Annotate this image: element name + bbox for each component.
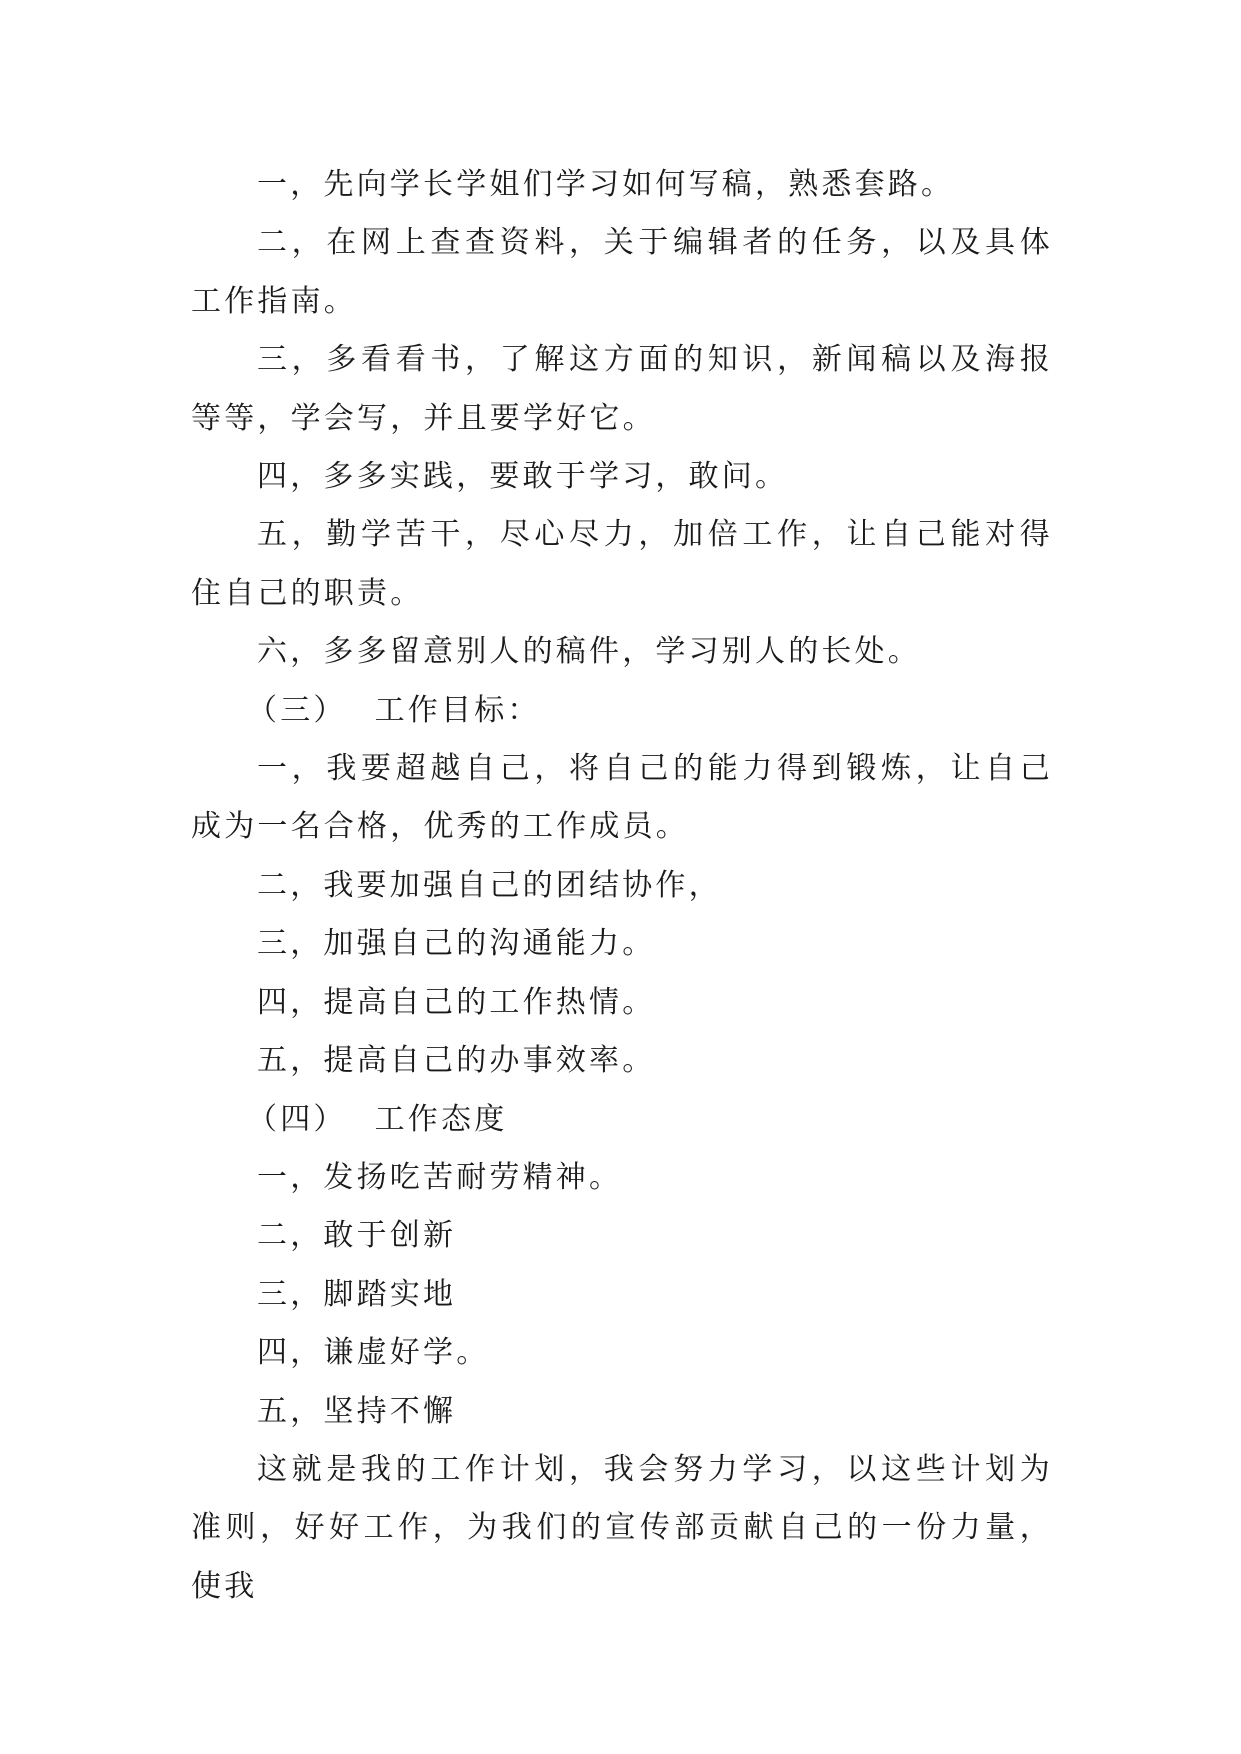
attitude-item-5: 五，坚持不懈 (257, 1393, 457, 1429)
method-item-5: 五，勤学苦干，尽心尽力，加倍工作，让自己能对得住自己的职责。 (191, 517, 1053, 611)
section-title: 工作目标： (374, 692, 541, 728)
section-title: 工作态度 (374, 1101, 508, 1137)
section-number: （四） (247, 1101, 347, 1137)
section-number: （三） (247, 692, 347, 728)
closing-paragraph: 这就是我的工作计划，我会努力学习，以这些计划为准则，好好工作，为我们的宣传部贡献自己的一份力量，使我 (191, 1451, 1053, 1604)
attitude-item-4: 四，谦虚好学。 (257, 1335, 490, 1371)
method-item-6: 六，多多留意别人的稿件，学习别人的长处。 (257, 634, 921, 670)
document-body (191, 156, 1053, 1616)
goal-item-3: 三，加强自己的沟通能力。 (257, 926, 656, 962)
goal-item-1: 一，我要超越自己，将自己的能力得到锻炼，让自己成为一名合格，优秀的工作成员。 (191, 751, 1053, 845)
section-heading-goals (191, 682, 1053, 740)
goal-item-5: 五，提高自己的办事效率。 (257, 1043, 656, 1079)
goal-item-4: 四，提高自己的工作热情。 (257, 984, 656, 1020)
attitude-item-2: 二，敢于创新 (257, 1218, 457, 1254)
method-item-4: 四，多多实践，要敢于学习，敢问。 (257, 459, 789, 495)
attitude-item-3: 三，脚踏实地 (257, 1276, 457, 1312)
attitude-item-1: 一，发扬吃苦耐劳精神。 (257, 1159, 623, 1195)
method-item-3: 三，多看看书，了解这方面的知识，新闻稿以及海报等等，学会写，并且要学好它。 (191, 342, 1053, 436)
goal-item-2: 二，我要加强自己的团结协作， (257, 867, 722, 903)
section-heading-attitude (191, 1091, 1053, 1149)
method-item-2: 二，在网上查查资料，关于编辑者的任务，以及具体工作指南。 (191, 225, 1053, 319)
method-item-1: 一，先向学长学姐们学习如何写稿，熟悉套路。 (257, 167, 955, 202)
